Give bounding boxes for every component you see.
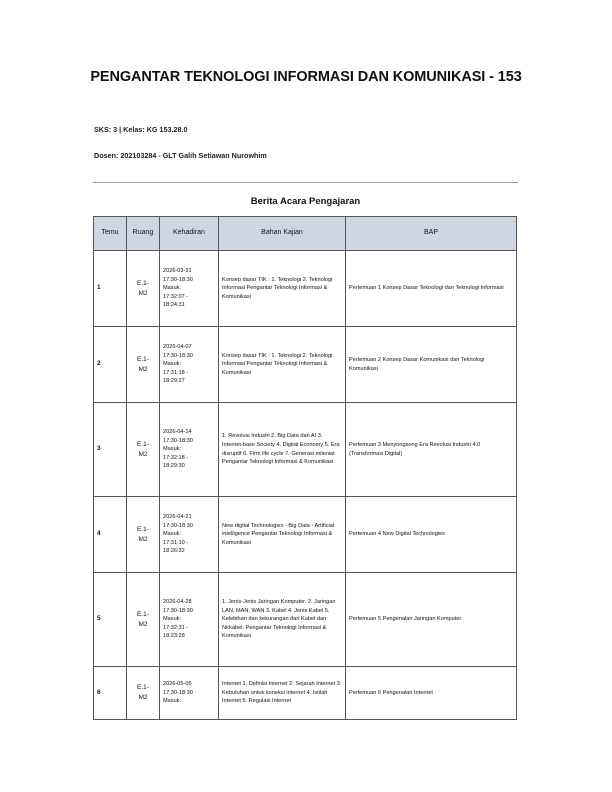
cell-temu: 5 — [94, 573, 127, 667]
cell-kehadiran — [160, 327, 219, 403]
ruang-line: M2 — [138, 289, 148, 297]
cell-bahan-kajian: 1. Revolusi Industri 2. Big Data dan AI 3. Internet-base Society 4. Digital Economy 5. Era disruptif 6. Firm life cycle 7. Generasi milenial Pengantar Teknologi Informasi & Komunikasi — [219, 403, 346, 497]
bap-table — [93, 216, 517, 720]
kehadiran-line: 2026-03-31 — [163, 268, 192, 275]
kehadiran-line: Masuk: — [163, 698, 182, 705]
header-bap: BAP — [346, 217, 517, 251]
dosen-info: Dosen: 202103284 - GLT Galih Setiawan Nurowhim — [94, 151, 267, 160]
cell-kehadiran — [160, 251, 219, 327]
cell-bahan-kajian: Internet 1. Definisi Internet 2. Sejarah Internet 3. Kebutuhan untuk koneksi internet 4. Istilah Internet 5. Regulasi Internet — [219, 667, 346, 720]
kehadiran-line: 17:32:07 - — [163, 293, 189, 300]
cell-bap: Pertemuan 1 Konsep Dasar Teknologi dan Teknologi Informasi — [346, 251, 517, 327]
header-kehadiran: Kehadiran — [160, 217, 219, 251]
cell-bap: Pertemuan 3 Menyongsong Era Revolusi Industri 4.0 (Transformasi Digital) — [346, 403, 517, 497]
ruang-line: M2 — [138, 365, 148, 373]
cell-bap: Pertemuan 4 New Digital Technologies — [346, 497, 517, 573]
table-row — [94, 251, 517, 327]
table-row — [94, 497, 517, 573]
kehadiran-line: 2026-04-07 — [163, 344, 192, 351]
cell-bahan-kajian: 1. Jenis-Jenis Jaringan Komputer. 2. Jaringan LAN, MAN, WAN 3. Kabel 4. Jenis Kabel 5. Kelebihan dan kekurangan dari Kabel dan Nirkabel. Pengantar Teknologi Informasi & Komunikasi — [219, 573, 346, 667]
header-ruang: Ruang — [127, 217, 160, 251]
cell-ruang — [127, 667, 160, 720]
ruang-line: M2 — [138, 620, 148, 628]
page-title: PENGANTAR TEKNOLOGI INFORMASI DAN KOMUNIKASI - 153 — [90, 69, 522, 85]
kehadiran-line: Masuk: — [163, 285, 182, 292]
cell-bap: Pertemuan 5 Pengenalan Jaringan Komputer — [346, 573, 517, 667]
table-row — [94, 327, 517, 403]
kehadiran-line: Masuk: — [163, 531, 182, 538]
kehadiran-line: 17:31:18 - — [163, 369, 189, 376]
section-title: Berita Acara Pengajaran — [250, 196, 361, 207]
cell-ruang — [127, 573, 160, 667]
divider — [93, 182, 518, 183]
table-row — [94, 667, 517, 720]
kehadiran-line: 17:30-18:30 — [163, 276, 193, 283]
cell-bahan-kajian: Konsep dasar TIK : 1. Teknologi 2. Teknologi Informasi Pengantar Teknologi Informasi & Komunikasi — [219, 327, 346, 403]
cell-temu: 2 — [94, 327, 127, 403]
kehadiran-line: 17:30-18:30 — [163, 689, 193, 696]
table-row — [94, 403, 517, 497]
kehadiran-line: 17:30-18:30 — [163, 352, 193, 359]
cell-bahan-kajian: Konsep dasar TIK : 1. Teknologi 2. Teknologi Informasi Pengantar Teknologi Informasi & Komunikasi — [219, 251, 346, 327]
ruang-line: M2 — [138, 450, 148, 458]
cell-temu: 6 — [94, 667, 127, 720]
kehadiran-line: 18:26:32 — [163, 548, 185, 555]
kehadiran-line: Masuk: — [163, 616, 182, 623]
ruang-line: E.1- — [137, 355, 149, 363]
table-row — [94, 573, 517, 667]
cell-kehadiran — [160, 403, 219, 497]
cell-bap: Pertemuan 6 Pengenalan Internet — [346, 667, 517, 720]
kehadiran-line: 17:32:31 - — [163, 624, 189, 631]
cell-bahan-kajian: New digital Technologies - Big Data - Artificial intelligence Pengantar Teknologi Informasi & Komunikasi — [219, 497, 346, 573]
cell-bap: Pertemuan 2 Konsep Dasar Komunikasi dan Teknologi Komunikasi — [346, 327, 517, 403]
header-temu: Temu — [94, 217, 127, 251]
kehadiran-line: 18:24:31 — [163, 302, 185, 309]
ruang-line: E.1- — [137, 610, 149, 618]
kehadiran-line: 17:32:18 - — [163, 454, 189, 461]
cell-kehadiran — [160, 497, 219, 573]
kehadiran-line: 2026-04-21 — [163, 514, 192, 521]
cell-kehadiran — [160, 573, 219, 667]
cell-ruang — [127, 327, 160, 403]
cell-temu: 4 — [94, 497, 127, 573]
ruang-line: E.1- — [137, 279, 149, 287]
cell-ruang — [127, 251, 160, 327]
sks-kelas-info: SKS: 3 | Kelas: KG 153.28.0 — [94, 125, 188, 134]
kehadiran-line: Masuk: — [163, 446, 182, 453]
kehadiran-line: Masuk: — [163, 361, 182, 368]
cell-temu: 3 — [94, 403, 127, 497]
cell-ruang — [127, 403, 160, 497]
kehadiran-line: 18:29:30 — [163, 463, 185, 470]
ruang-line: E.1- — [137, 525, 149, 533]
ruang-line: E.1- — [137, 440, 149, 448]
kehadiran-line: 18:23:28 — [163, 633, 185, 640]
table-header-row — [94, 217, 517, 251]
kehadiran-line: 17:30-18:30 — [163, 437, 193, 444]
kehadiran-line: 2026-04-28 — [163, 599, 192, 606]
cell-kehadiran — [160, 667, 219, 720]
cell-ruang — [127, 497, 160, 573]
kehadiran-line: 17:31:10 - — [163, 539, 189, 546]
kehadiran-line: 2026-04-14 — [163, 429, 192, 436]
kehadiran-line: 18:29:27 — [163, 378, 185, 385]
ruang-line: M2 — [138, 535, 148, 543]
kehadiran-line: 17:30-18:30 — [163, 522, 193, 529]
kehadiran-line: 2026-05-05 — [163, 681, 192, 688]
header-bahan-kajian: Bahan Kajian — [219, 217, 346, 251]
ruang-line: M2 — [138, 694, 148, 701]
ruang-line: E.1- — [137, 684, 149, 691]
cell-temu: 1 — [94, 251, 127, 327]
kehadiran-line: 17:30-18:30 — [163, 607, 193, 614]
